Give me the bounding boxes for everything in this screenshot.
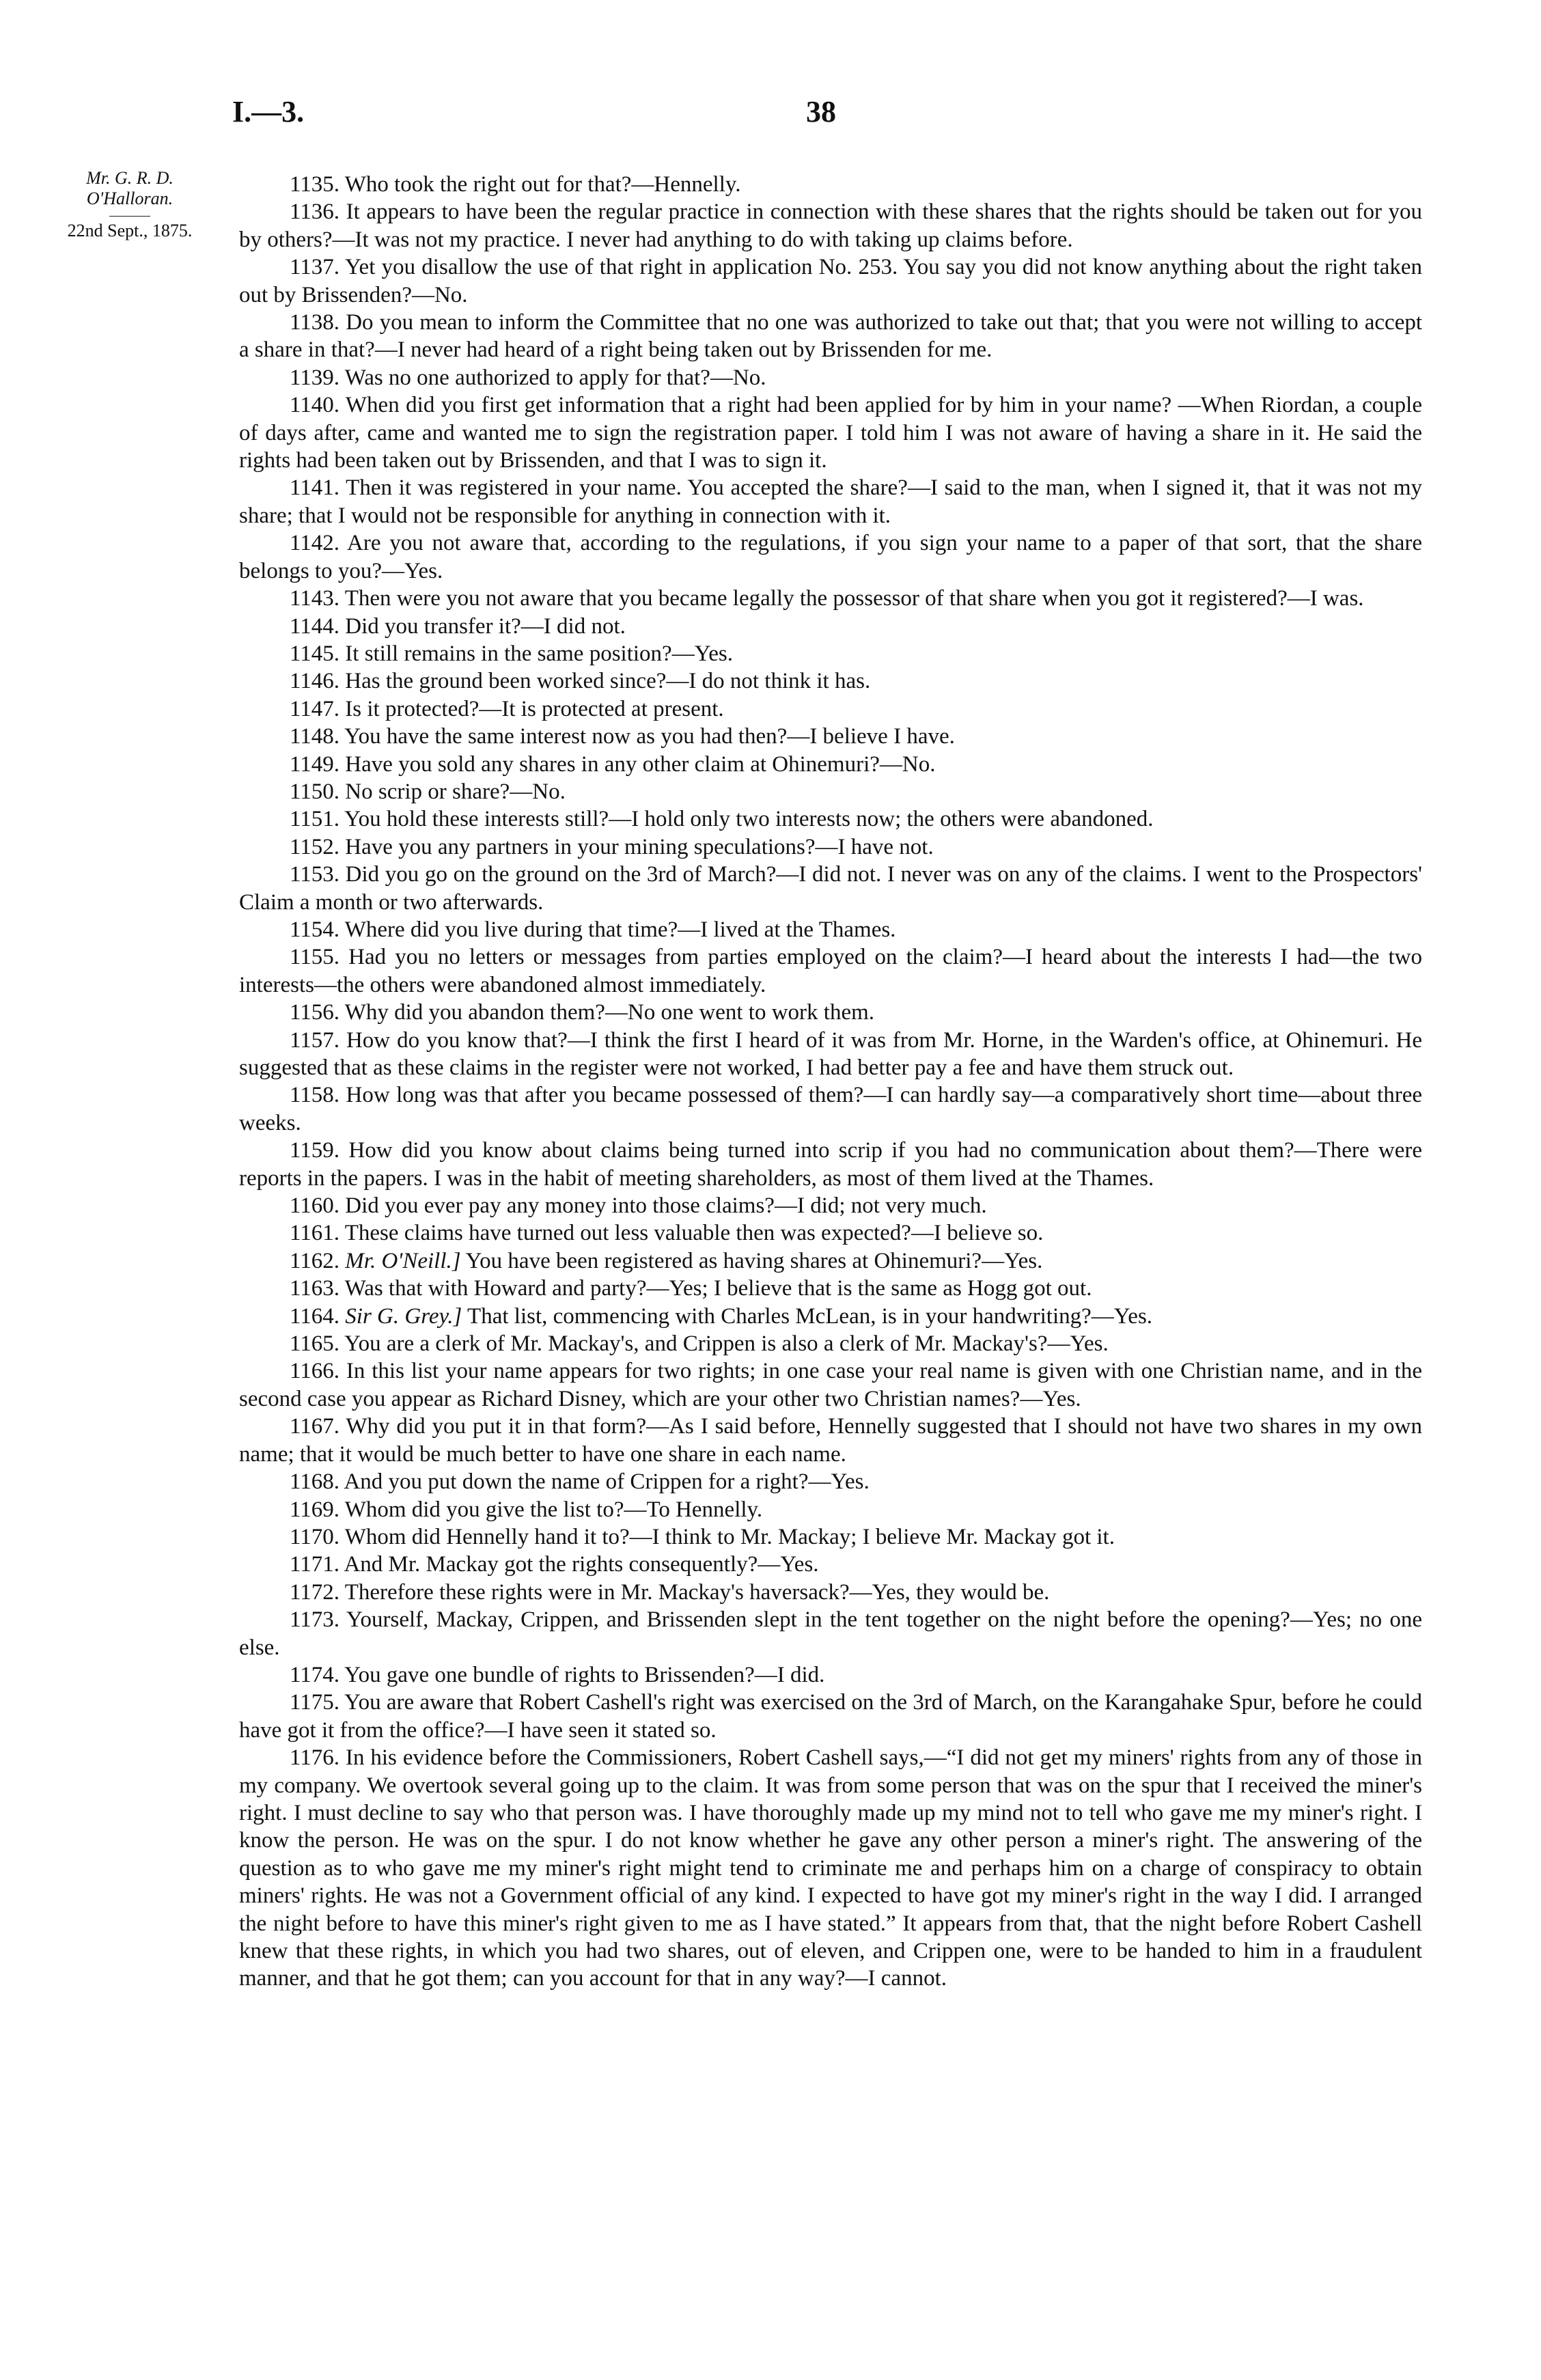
question-paragraph [239,1275,1422,1302]
question-number: 1163. [290,1276,340,1301]
margin-note [27,168,232,241]
question-text: Do you mean to inform the Committee that no one was authorized to take out that; that you were not willing to accept a share in that?—I never had heard of a right being taken out by Brissenden for me. [239,310,1423,363]
paper-reference: I.—3. [232,95,305,128]
question-paragraph [239,695,1422,723]
question-text: Who took the right out for that?—Hennelly. [344,172,741,197]
question-paragraph [239,723,1422,750]
question-paragraph [239,1468,1422,1495]
questioner-name: Sir G. Grey.] [345,1303,462,1329]
question-text: You have been registered as having shares at Ohinemuri?—Yes. [465,1248,1043,1273]
question-text: Where did you live during that time?—I lived at the Thames. [344,917,896,942]
question-text: Is it protected?—It is protected at present. [345,696,724,721]
question-text: Did you go on the ground on the 3rd of March?—I did not. I never was on any of the claims. I went to the Prospectors' Claim a month or two afterwards. [239,862,1422,915]
question-text: And Mr. Mackay got the rights consequently?—Yes. [344,1552,819,1577]
question-text: You have the same interest now as you had then?—I believe I have. [344,724,955,749]
question-text: Did you ever pay any money into those claims?—I did; not very much. [345,1193,987,1219]
question-paragraph [239,1496,1422,1523]
question-paragraph [239,1413,1422,1468]
question-text: You are aware that Robert Cashell's right was exercised on the 3rd of March, on the Karangahake Spur, before he could have got it from the office?—I have seen it stated so. [239,1690,1422,1743]
question-text: It still remains in the same position?—Yes. [345,641,733,666]
question-text: Was no one authorized to apply for that?—No. [344,365,766,390]
question-number: 1162. [290,1248,340,1273]
question-number: 1138. [290,310,340,335]
question-text: Whom did you give the list to?—To Hennelly. [344,1497,763,1522]
question-paragraph [239,1744,1422,1993]
question-number: 1145. [290,641,340,666]
question-number: 1153. [290,862,340,887]
question-number: 1176. [290,1745,340,1771]
question-paragraph [239,474,1422,529]
question-paragraph [239,1551,1422,1578]
question-number: 1168. [290,1469,340,1495]
question-number: 1151. [290,807,340,832]
evidence-body [239,171,1422,1993]
page-header [232,94,1428,135]
question-number: 1171. [290,1552,340,1577]
question-paragraph [239,640,1422,667]
question-number: 1148. [290,724,340,749]
question-number: 1165. [290,1331,340,1357]
witness-name-line1: Mr. G. R. D. [86,168,173,188]
question-paragraph [239,1192,1422,1219]
question-number: 1155. [290,945,340,970]
question-paragraph [239,667,1422,695]
question-paragraph [239,1081,1422,1137]
question-number: 1158. [290,1083,340,1108]
question-paragraph [239,1357,1422,1413]
question-number: 1164. [290,1303,340,1329]
question-text: How do you know that?—I think the first I heard of it was from Mr. Horne, in the Warden's office, at Ohinemuri. He suggested that as these claims in the register were not worked, I had better pay a fee and have them struck out. [239,1027,1423,1080]
question-number: 1137. [290,255,340,280]
question-number: 1175. [290,1690,340,1715]
question-text: No scrip or share?—No. [345,779,566,804]
question-number: 1161. [290,1221,340,1246]
question-number: 1141. [290,475,340,501]
question-number: 1159. [290,1138,340,1163]
question-text: Are you not aware that, according to the regulations, if you sign your name to a paper of that sort, that the share belongs to you?—Yes. [239,531,1422,583]
question-number: 1174. [290,1662,340,1687]
question-number: 1170. [290,1524,340,1549]
question-number: 1142. [290,531,340,556]
question-paragraph [239,1523,1422,1551]
question-text: Had you no letters or messages from parties employed on the claim?—I heard about the interests I had—the two interests—the others were abandoned almost immediately. [239,945,1422,997]
question-number: 1166. [290,1359,340,1384]
question-text: When did you first get information that a right had been applied for by him in your name? —When Riordan, a couple of days after, came and wanted me to sign the registration paper. I told him I was not aware of having a share in it. He said the rights had been taken out by Brissenden, and that I was to sign it. [239,393,1422,473]
question-text: In his evidence before the Commissioners, Robert Cashell says,—“I did not get my miners' rights from any of those in my company. We overtook several going up to the claim. It was from some person that was on the spur that I received the miner's right. I must decline to say who that person was. I have thoroughly made up my mind not to tell who gave me my miner's right. I know the person. He was on the spur. I do not know whether he gave any other person a miner's right. The answering of the question as to who gave me my miner's right might tend to criminate me and perhaps him on a charge of conspiracy to obtain miners' rights. He was not a Government official of any kind. I expected to have got my miner's right in the way I did. I arranged the night before to have this miner's right given to me as I have stated.” It appears from that, that the night before Robert Cashell knew that these rights, in which you had two shares, out of eleven, and Crippen one, were to be handed to him in a fraudulent manner, and that he got them; can you account for that in any way?—I cannot. [239,1745,1422,1991]
question-number: 1172. [290,1579,340,1605]
question-paragraph [239,391,1422,474]
question-paragraph [239,585,1422,612]
question-number: 1156. [290,1000,340,1025]
question-text: Was that with Howard and party?—Yes; I believe that is the same as Hogg got out. [344,1276,1092,1301]
question-text: You hold these interests still?—I hold only two interests now; the others were abandoned. [344,807,1154,832]
page-number: 38 [806,95,836,128]
question-number: 1173. [290,1607,340,1633]
question-number: 1152. [290,834,340,859]
question-paragraph [239,805,1422,833]
question-paragraph [239,171,1422,198]
question-text: How long was that after you became possessed of them?—I can hardly say—a comparatively short time—about three weeks. [239,1083,1422,1135]
question-paragraph [239,1303,1422,1330]
question-text: You are a clerk of Mr. Mackay's, and Crippen is also a clerk of Mr. Mackay's?—Yes. [344,1331,1109,1357]
question-paragraph [239,1606,1422,1661]
question-paragraph [239,1219,1422,1247]
question-paragraph [239,1330,1422,1357]
question-text: Yourself, Mackay, Crippen, and Brissenden slept in the tent together on the night before the opening?—Yes; no one else. [239,1607,1422,1660]
question-number: 1143. [290,586,340,611]
question-number: 1160. [290,1193,340,1219]
question-number: 1139. [290,365,340,390]
question-paragraph [239,1579,1422,1606]
question-number: 1147. [290,696,340,721]
question-paragraph [239,1137,1422,1192]
witness-date: 22nd Sept., 1875. [67,221,193,240]
question-paragraph [239,751,1422,778]
question-paragraph [239,778,1422,805]
question-number: 1149. [290,751,340,777]
question-paragraph [239,253,1422,309]
question-paragraph [239,529,1422,585]
question-text: Therefore these rights were in Mr. Mackay's haversack?—Yes, they would be. [344,1579,1050,1605]
question-paragraph [239,943,1422,999]
questioner-name: Mr. O'Neill.] [345,1248,461,1273]
question-text: Yet you disallow the use of that right in application No. 253. You say you did not know anything about the right taken out by Brissenden?—No. [239,255,1422,307]
question-text: And you put down the name of Crippen for a right?—Yes. [344,1469,870,1495]
question-number: 1154. [290,917,340,942]
question-number: 1169. [290,1497,340,1522]
question-paragraph [239,861,1422,916]
question-number: 1150. [290,779,340,804]
witness-name-line2: O'Halloran. [86,189,173,208]
question-number: 1140. [290,393,340,418]
question-text: That list, commencing with Charles McLean, is in your handwriting?—Yes. [467,1303,1153,1329]
question-paragraph [239,1247,1422,1275]
question-paragraph [239,364,1422,391]
question-text: Why did you abandon them?—No one went to work them. [344,1000,875,1025]
question-text: It appears to have been the regular practice in connection with these shares that the rights should be taken out for you by others?—It was not my practice. I never had anything to do with taking up claims before. [239,199,1423,252]
question-paragraph [239,613,1422,640]
margin-divider [109,216,150,217]
question-paragraph [239,999,1422,1026]
question-paragraph [239,198,1422,253]
question-number: 1146. [290,669,340,694]
question-text: Have you sold any shares in any other claim at Ohinemuri?—No. [345,751,936,777]
question-text: These claims have turned out less valuable then was expected?—I believe so. [344,1221,1044,1246]
question-text: Did you transfer it?—I did not. [345,613,626,639]
question-number: 1144. [290,613,340,639]
question-text: Then were you not aware that you became legally the possessor of that share when you got it registered?—I was. [344,586,1364,611]
question-paragraph [239,833,1422,861]
question-text: Then it was registered in your name. You accepted the share?—I said to the man, when I signed it, that it was not my share; that I would not be responsible for anything in connection with it. [239,475,1423,528]
question-paragraph [239,309,1422,364]
question-text: Why did you put it in that form?—As I said before, Hennelly suggested that I should not have two shares in my own name; that it would be much better to have one share in each name. [239,1414,1422,1467]
question-text: You gave one bundle of rights to Brissenden?—I did. [344,1662,825,1687]
question-text: Has the ground been worked since?—I do not think it has. [345,669,871,694]
question-number: 1157. [290,1027,340,1053]
question-number: 1135. [290,172,340,197]
question-number: 1167. [290,1414,340,1439]
question-text: How did you know about claims being turned into scrip if you had no communication about them?—There were reports in the papers. I was in the habit of meeting shareholders, as most of them lived at the Thames. [239,1138,1423,1191]
question-paragraph [239,1661,1422,1689]
question-text: In this list your name appears for two rights; in one case your real name is given with one Christian name, and in the second case you appear as Richard Disney, which are your other two Christian names?—Yes. [239,1359,1422,1411]
question-paragraph [239,1689,1422,1744]
question-number: 1136. [290,199,340,225]
question-text: Whom did Hennelly hand it to?—I think to Mr. Mackay; I believe Mr. Mackay got it. [344,1524,1115,1549]
question-paragraph [239,1027,1422,1082]
question-paragraph [239,916,1422,943]
question-text: Have you any partners in your mining speculations?—I have not. [345,834,934,859]
